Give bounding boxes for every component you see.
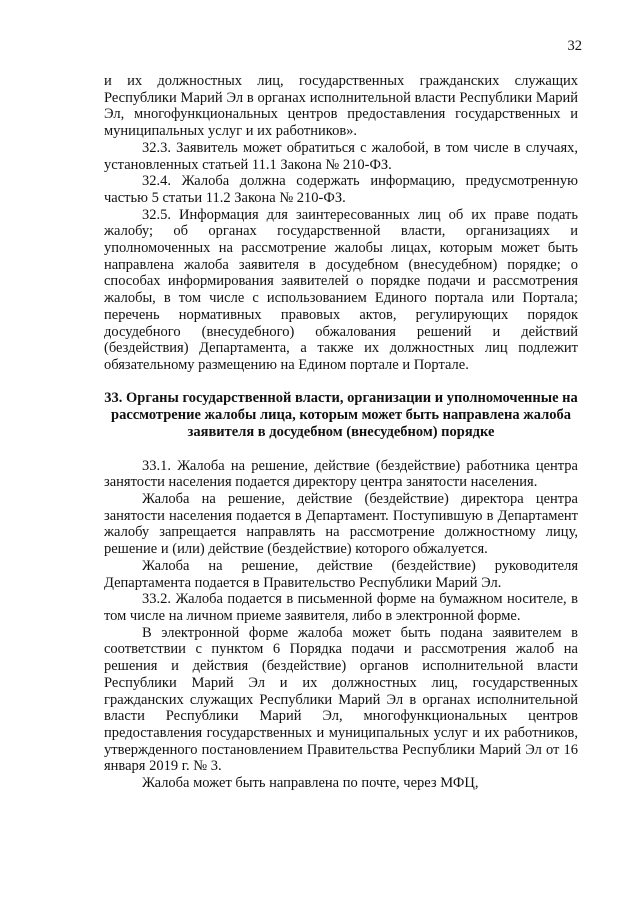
paragraph-by-mail: Жалоба может быть направлена по почте, через МФЦ, [142, 775, 479, 792]
paragraph-32-3: 32.3. Заявитель может обратиться с жалобой, в том числе в случаях, установленных статьей 11.1 Закона № 210-ФЗ. [104, 139, 578, 173]
document-body [104, 73, 578, 792]
paragraph-complaint-head: Жалоба на решение, действие (бездействие) руководителя Департамента подается в Правительство Республики Марий Эл. [104, 557, 578, 591]
section-heading-33: 33. Органы государственной власти, организации и уполномоченные на рассмотрение жалобы лица, которым может быть направлена жалоба заявителя в досудебном (внесудебном) порядке [104, 389, 578, 440]
paragraph-33-2: 33.2. Жалоба подается в письменной форме на бумажном носителе, в том числе на личном приеме заявителя, либо в электронной форме. [104, 591, 578, 624]
paragraph-continuation: и их должностных лиц, государственных гражданских служащих Республики Марий Эл в органах исполнительной власти Республики Марий Эл, многофункциональных центров предоставления государственных и муниципальных услуг и их работников». [104, 73, 578, 140]
page-number: 32 [567, 38, 582, 54]
paragraph-32-5: 32.5. Информация для заинтересованных лиц об их праве подать жалобу; об органах государственной власти, организациях и уполномоченных на рассмотрение жалобы лицах, которым может быть направлена жалоба заявителя в досудебном (внесудебном) порядке; о способах информирования заявителей о порядке подачи и рассмотрения жалобы, в том числе с использованием Единого портала или Портала; перечень нормативных правовых актов, регулирующих порядок досудебного (внесудебного) обжалования решений и действий (бездействия) Департамента, а также их должностных лиц подлежит обязательному размещению на Едином портале и Портале. [104, 206, 578, 373]
paragraph-32-4: 32.4. Жалоба должна содержать информацию, предусмотренную частью 5 статьи 11.2 Закона № 210-ФЗ. [104, 173, 578, 206]
paragraph-electronic-form: В электронной форме жалоба может быть подана заявителем в соответствии с пунктом 6 Порядка подачи и рассмотрения жалоб на решения и действия (бездействие) органов исполнительной власти Республики Марий Эл и их должностных лиц, государственных гражданских служащих Республики Марий Эл в органах исполнительной власти Республики Марий Эл, многофункциональных центров предоставления государственных и муниципальных услуг и их работников, утвержденного постановлением Правительства Республики Марий Эл от 16 января 2019 г. № 3. [104, 624, 578, 775]
paragraph-33-1: 33.1. Жалоба на решение, действие (бездействие) работника центра занятости населения подается директору центра занятости населения. [104, 457, 578, 491]
paragraph-complaint-director: Жалоба на решение, действие (бездействие) директора центра занятости населения подается в Департамент. Поступившую в Департамент жалобу запрещается направлять на рассмотрение должностному лицу, решение и (или) действие (бездействие) которого обжалуется. [104, 491, 578, 558]
